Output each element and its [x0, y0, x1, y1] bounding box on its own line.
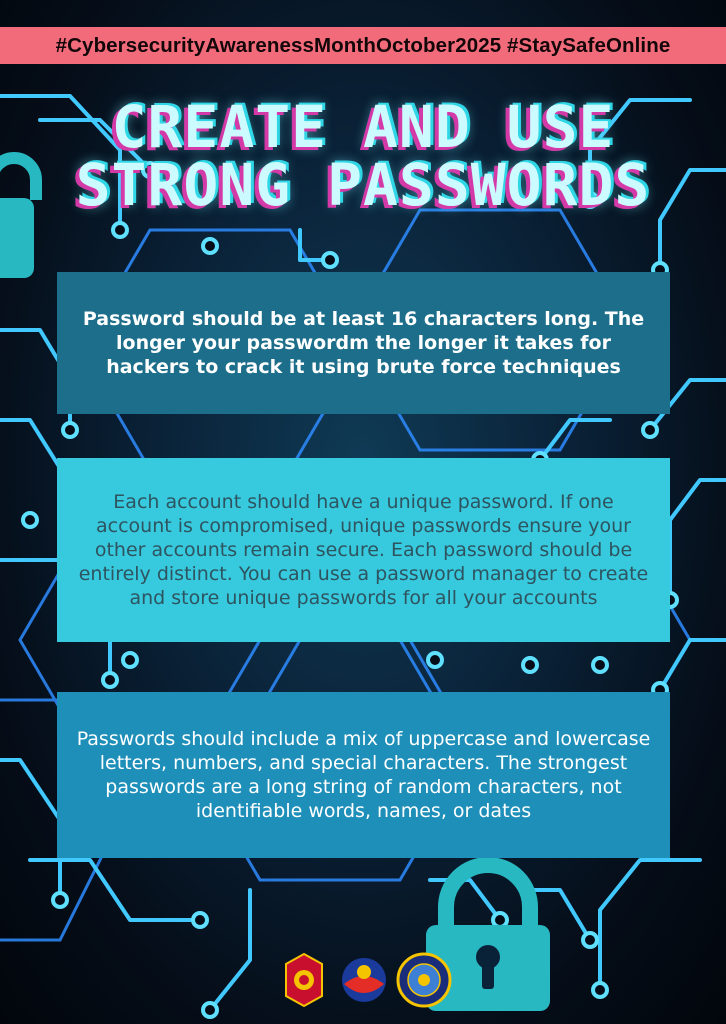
tip-card-unique — [57, 458, 670, 642]
pnp-seal-logo — [286, 954, 322, 1006]
tip-card-length — [57, 272, 670, 414]
title-line-1: CREATE AND USE — [111, 93, 615, 161]
tip-text: Passwords should include a mix of uppercase and lowercase letters, numbers, and special characters. The strongest passwords are a long string of random characters, not identifiable words, names, or dates — [76, 728, 651, 822]
tip-text: Each account should have a unique password. If one account is compromised, unique passwords ensure your other accounts remain secure. Each password should be entirely distinct. You can use a password manager to create and store unique passwords for all your accounts — [78, 491, 649, 609]
itms-seal-logo — [398, 954, 450, 1006]
partner-logos — [282, 950, 452, 1010]
tip-text: Password should be at least 16 characters long. The longer your passwordm the longer it takes for hackers to crack it using brute force techniques — [82, 308, 645, 378]
bagong-pilipinas-logo — [342, 958, 386, 1002]
title-line-2: STRONG PASSWORDS — [75, 151, 651, 219]
banner-text: #CybersecurityAwarenessMonthOctober2025 #StaySafeOnline — [55, 33, 671, 57]
page-title — [0, 93, 726, 219]
hashtag-banner — [0, 27, 726, 64]
tip-card-complexity — [57, 692, 670, 858]
